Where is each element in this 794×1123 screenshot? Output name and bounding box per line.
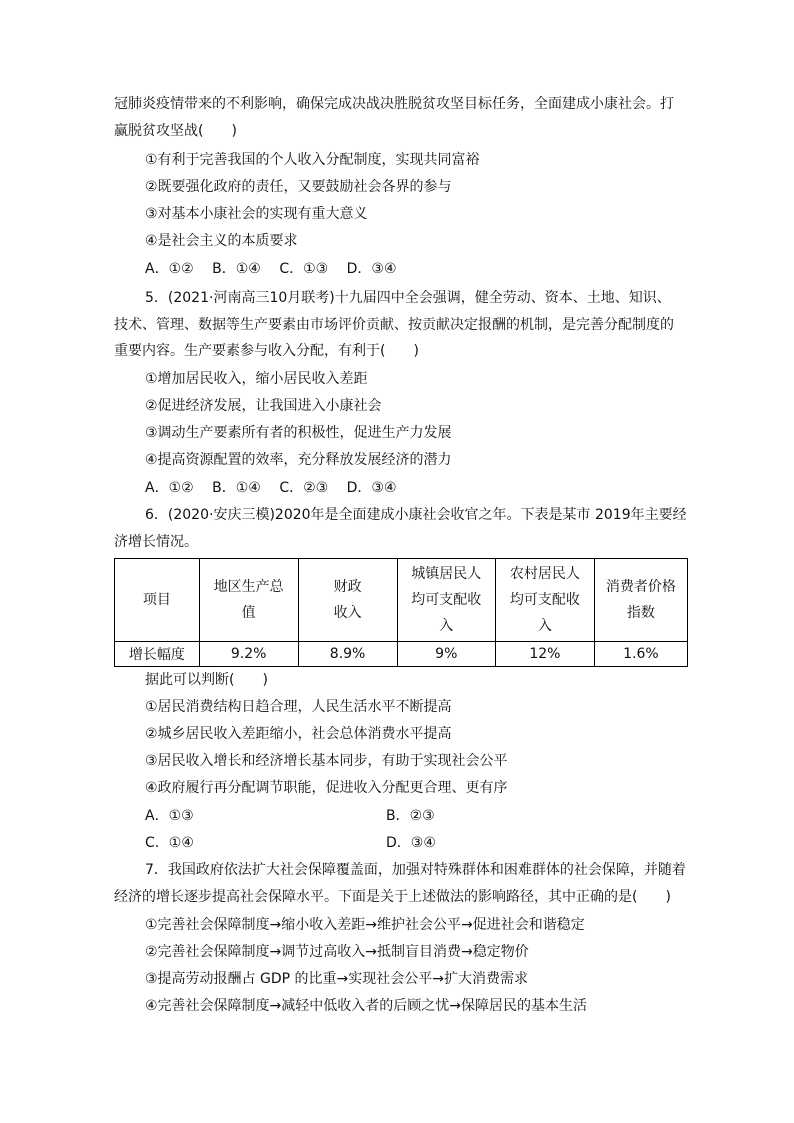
cell-cpi: 1.6% — [594, 642, 687, 667]
header-fiscal-line-1: 财政 — [333, 579, 362, 595]
q6-stem-line-1: 6．(2020·安庆三模)2020年是全面建成小康社会收官之年。下表是某市 2019年主要经 — [145, 507, 687, 523]
q5-option-b[interactable]: B．①④ — [212, 480, 261, 496]
q7-statement-1: ①完善社会保障制度→缩小收入差距→维护社会公平→促进社会和谐稳定 — [145, 917, 585, 933]
q6-prompt: 据此可以判断( ) — [145, 672, 268, 688]
q7-statement-2: ②完善社会保障制度→调节过高收入→抵制盲目消费→稳定物价 — [145, 944, 529, 960]
header-urban-line-2: 均可支配收 — [411, 592, 482, 608]
q4-statement-2: ②既要强化政府的责任，又要鼓励社会各界的参与 — [145, 179, 452, 195]
header-rural-income — [496, 559, 595, 642]
q5-stem-line-1: 5．(2021·河南高三10月联考)十九届四中全会强调，健全劳动、资本、土地、知识、 — [145, 290, 671, 306]
q5-option-d[interactable]: D．③④ — [346, 480, 397, 496]
header-cpi — [594, 559, 687, 642]
cell-gdp: 9.2% — [199, 642, 298, 667]
intro-line-2: 赢脱贫攻坚战( ) — [114, 123, 237, 139]
cell-fiscal: 8.9% — [298, 642, 397, 667]
q6-stem-line-2: 济增长情况。 — [114, 534, 198, 550]
q6-statement-2: ②城乡居民收入差距缩小，社会总体消费水平提高 — [145, 726, 452, 742]
q4-option-a[interactable]: A．①② — [145, 261, 194, 277]
q5-stem-line-2: 技术、管理、数据等生产要素由市场评价贡献、按贡献决定报酬的机制，是完善分配制度的 — [114, 317, 674, 333]
cell-urban: 9% — [397, 642, 495, 667]
q6-statement-1: ①居民消费结构日趋合理，人民生活水平不断提高 — [145, 699, 452, 715]
q5-statement-3: ③调动生产要素所有者的积极性，促进生产力发展 — [145, 425, 452, 441]
q4-option-d[interactable]: D．③④ — [346, 261, 397, 277]
row-label: 增长幅度 — [115, 642, 200, 667]
q5-statement-2: ②促进经济发展，让我国进入小康社会 — [145, 398, 382, 414]
header-rural-line-2: 均可支配收 — [509, 592, 580, 608]
q5-option-a[interactable]: A．①② — [145, 480, 194, 496]
q6-statement-4: ④政府履行再分配调节职能，促进收入分配更合理、更有序 — [145, 780, 508, 796]
header-cpi-line-2: 指数 — [626, 605, 655, 621]
header-gdp-line-2: 值 — [241, 605, 256, 621]
header-cpi-line-1: 消费者价格 — [605, 579, 676, 595]
header-urban-line-1: 城镇居民人 — [411, 566, 482, 582]
header-gdp-line-1: 地区生产总 — [213, 579, 284, 595]
cell-rural: 12% — [496, 642, 595, 667]
q7-statement-3: ③提高劳动报酬占 GDP 的比重→实现社会公平→扩大消费需求 — [145, 971, 528, 987]
table-row — [115, 642, 688, 667]
q5-statement-4: ④提高资源配置的效率，充分释放发展经济的潜力 — [145, 452, 452, 468]
q4-statement-1: ①有利于完善我国的个人收入分配制度，实现共同富裕 — [145, 152, 480, 168]
q5-option-c[interactable]: C．②③ — [279, 480, 329, 496]
q7-stem-line-1: 7．我国政府依法扩大社会保障覆盖面，加强对特殊群体和困难群体的社会保障，并随着 — [145, 862, 686, 878]
header-item-text: 项目 — [142, 592, 171, 608]
q5-stem-line-3: 重要内容。生产要素参与收入分配，有利于( ) — [114, 343, 419, 359]
header-urban-income — [397, 559, 495, 642]
q4-option-b[interactable]: B．①④ — [212, 261, 261, 277]
header-gdp — [199, 559, 298, 642]
q7-stem-line-2: 经济的增长逐步提高社会保障水平。下面是关于上述做法的影响路径，其中正确的是( ) — [114, 889, 671, 905]
table-header-row — [115, 559, 688, 642]
header-item — [115, 559, 200, 642]
growth-table — [114, 558, 688, 667]
header-urban-line-3: 入 — [439, 618, 454, 634]
q6-option-d[interactable]: D．③④ — [386, 835, 436, 851]
q4-options — [145, 259, 411, 279]
q5-options — [145, 478, 411, 498]
q4-option-c[interactable]: C．①③ — [279, 261, 329, 277]
header-fiscal-line-2: 收入 — [333, 605, 362, 621]
q6-option-a[interactable]: A．①③ — [145, 808, 194, 824]
q6-option-b[interactable]: B．②③ — [386, 808, 435, 824]
header-fiscal — [298, 559, 397, 642]
q7-statement-4: ④完善社会保障制度→减轻中低收入者的后顾之忧→保障居民的基本生活 — [145, 998, 588, 1014]
q5-statement-1: ①增加居民收入，缩小居民收入差距 — [145, 371, 368, 387]
q6-option-c[interactable]: C．①④ — [145, 835, 194, 851]
header-rural-line-3: 入 — [537, 618, 552, 634]
q4-statement-3: ③对基本小康社会的实现有重大意义 — [145, 206, 368, 222]
q6-statement-3: ③居民收入增长和经济增长基本同步，有助于实现社会公平 — [145, 753, 508, 769]
header-rural-line-1: 农村居民人 — [509, 566, 580, 582]
q4-statement-4: ④是社会主义的本质要求 — [145, 233, 298, 249]
intro-line-1: 冠肺炎疫情带来的不利影响，确保完成决战决胜脱贫攻坚目标任务，全面建成小康社会。打 — [114, 96, 674, 112]
